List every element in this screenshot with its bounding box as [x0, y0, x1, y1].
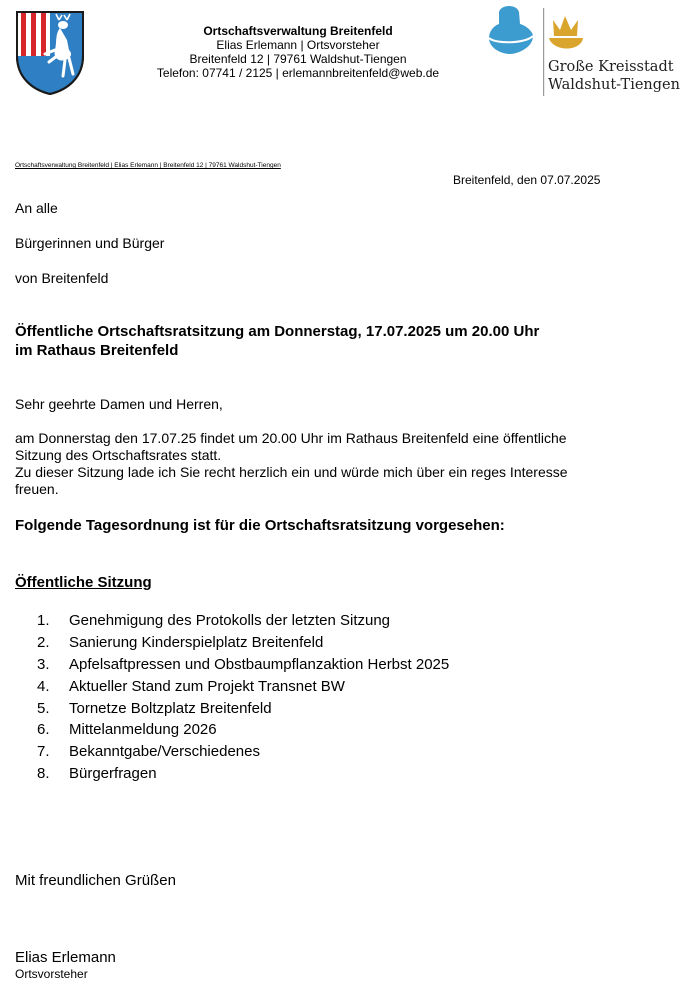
address-line: Breitenfeld 12 | 79761 Waldshut-Tiengen — [189, 52, 407, 66]
signature-title: Ortsvorsteher — [15, 967, 88, 981]
section-heading: Öffentliche Sitzung — [15, 574, 152, 591]
agenda-list — [30, 610, 449, 785]
coat-of-arms-icon — [15, 10, 85, 96]
letterhead — [140, 24, 456, 80]
signature-name: Elias Erlemann — [15, 949, 116, 966]
subject — [15, 322, 635, 360]
closing: Mit freundlichen Grüßen — [15, 872, 176, 889]
paragraph-1: am Donnerstag den 17.07.25 findet um 20.00 Uhr im Rathaus Breitenfeld eine öffentliche Sitzung des Ortschaftsrates statt. Zu dieser Sitzung lade ich Sie recht herzlich ein und würde mich über ein reges Interesse freuen. — [15, 430, 568, 497]
contact-line: Telefon: 07741 / 2125 | erlemannbreitenfeld@web.de — [156, 66, 440, 80]
list-item: 1. Genehmigung des Protokolls der letzten Sitzung — [37, 612, 391, 629]
subject-line-1: Öffentliche Ortschaftsratsitzung am Donnerstag, 17.07.2025 um 20.00 Uhr — [15, 323, 540, 340]
sender-line: Ortschaftsverwaltung Breitenfeld | Elias Erlemann | Breitenfeld 12 | 79761 Waldshut-Tiengen — [15, 162, 281, 169]
recipient-line-3: von Breitenfeld — [15, 270, 109, 286]
list-item: 2. Sanierung Kinderspielplatz Breitenfeld — [37, 633, 324, 651]
agenda-heading: Folgende Tagesordnung ist für die Ortschaftsratsitzung vorgesehen: — [15, 517, 505, 534]
subject-line-2: im Rathaus Breitenfeld — [15, 342, 179, 359]
salutation: Sehr geehrte Damen und Herren, — [15, 396, 223, 412]
list-item: 4. Aktueller Stand zum Projekt Transnet BW — [37, 677, 345, 695]
city-name: Große Kreisstadt Waldshut-Tiengen — [548, 59, 680, 93]
date-line: Breitenfeld, den 07.07.2025 — [453, 173, 601, 187]
list-item: 8. Bürgerfragen — [37, 765, 157, 783]
person-line: Elias Erlemann | Ortsvorsteher — [216, 38, 380, 52]
recipient-line-1: An alle — [15, 200, 58, 216]
recipient-line-2: Bürgerinnen und Bürger — [15, 235, 165, 251]
list-item: 6. Mittelanmeldung 2026 — [37, 721, 217, 739]
city-logo — [487, 4, 682, 100]
organization-name: Ortschaftsverwaltung Breitenfeld — [203, 24, 393, 38]
list-item: 5. Tornetze Boltzplatz Breitenfeld — [37, 699, 272, 717]
list-item: 3. Apfelsaftpressen und Obstbaumpflanzaktion Herbst 2025 — [37, 655, 450, 673]
list-item: 7. Bekanntgabe/Verschiedenes — [37, 743, 260, 761]
